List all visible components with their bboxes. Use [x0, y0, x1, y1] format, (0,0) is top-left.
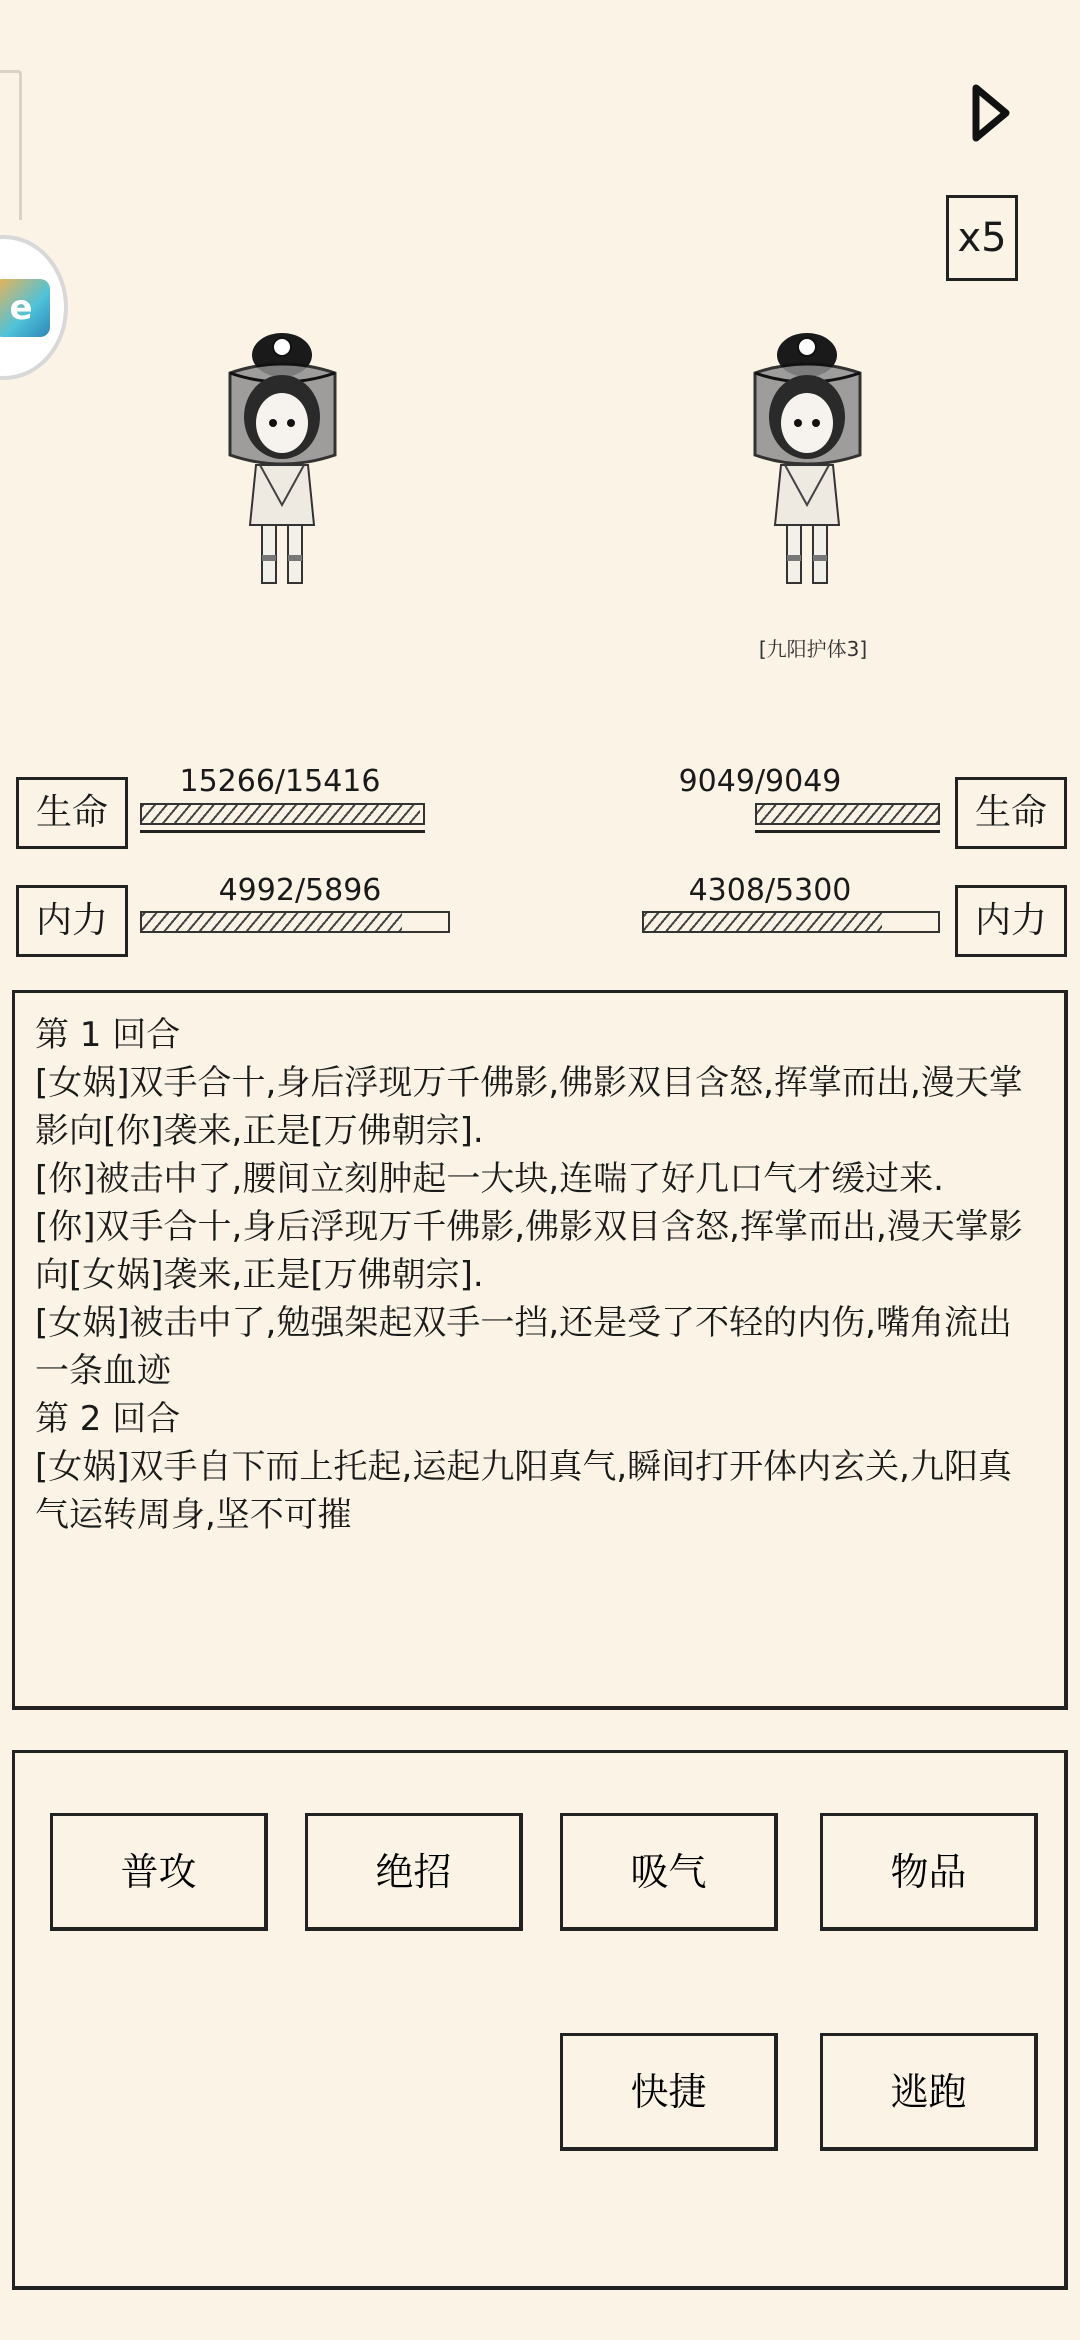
flee-button[interactable]: 逃跑 [820, 2033, 1038, 2151]
enemy-hp-value: 9049/9049 [678, 764, 842, 799]
screen-edge-decoration [0, 70, 22, 220]
enemy-mp-label: 内力 [955, 885, 1067, 957]
log-line: [女娲]被击中了,勉强架起双手一挡,还是受了不轻的内伤,嘴角流出一条血迹 [35, 1303, 1012, 1391]
enemy-buff-label: [九阳护体3] [758, 637, 868, 661]
play-icon[interactable] [968, 82, 1014, 144]
log-line: [女娲]双手自下而上托起,运起九阳真气,瞬间打开体内玄关,九阳真气运转周身,坚不可摧 [35, 1447, 1012, 1535]
absorb-qi-button[interactable]: 吸气 [560, 1813, 778, 1931]
action-panel [12, 1750, 1068, 2290]
enemy-mp-bar [642, 911, 940, 933]
floating-app-icon[interactable]: e [0, 279, 50, 337]
player-hp-value: 15266/15416 [179, 764, 381, 799]
log-line: 第 2 回合 [35, 1399, 181, 1439]
shortcut-button[interactable]: 快捷 [560, 2033, 778, 2151]
normal-attack-button[interactable]: 普攻 [50, 1813, 268, 1931]
log-line: [你]被击中了,腰间立刻肿起一大块,连喘了好几口气才缓过来. [35, 1159, 944, 1199]
player-hp-bar-underline [140, 830, 425, 833]
enemy-hp-bar [755, 803, 940, 825]
log-line: [女娲]双手合十,身后浮现万千佛影,佛影双目含怒,挥掌而出,漫天掌影向[你]袭来,正是[万佛朝宗]. [35, 1063, 1023, 1151]
enemy-mp-value: 4308/5300 [688, 873, 852, 908]
enemy-character-sprite [715, 315, 895, 605]
enemy-hp-label: 生命 [955, 777, 1067, 849]
enemy-hp-bar-underline [755, 830, 940, 833]
log-line: [你]双手合十,身后浮现万千佛影,佛影双目含怒,挥掌而出,漫天掌影向[女娲]袭来,正是[万佛朝宗]. [35, 1207, 1023, 1295]
items-button[interactable]: 物品 [820, 1813, 1038, 1931]
log-line: 第 1 回合 [35, 1015, 181, 1055]
battle-log[interactable] [12, 990, 1068, 1710]
floating-widget[interactable] [0, 235, 68, 380]
ultimate-button[interactable]: 绝招 [305, 1813, 523, 1931]
player-mp-value: 4992/5896 [218, 873, 382, 908]
player-hp-label: 生命 [16, 777, 128, 849]
speed-button[interactable]: x5 [946, 195, 1018, 281]
player-hp-bar [140, 803, 425, 825]
player-mp-label: 内力 [16, 885, 128, 957]
player-mp-bar [140, 911, 450, 933]
player-character-sprite [190, 315, 370, 605]
